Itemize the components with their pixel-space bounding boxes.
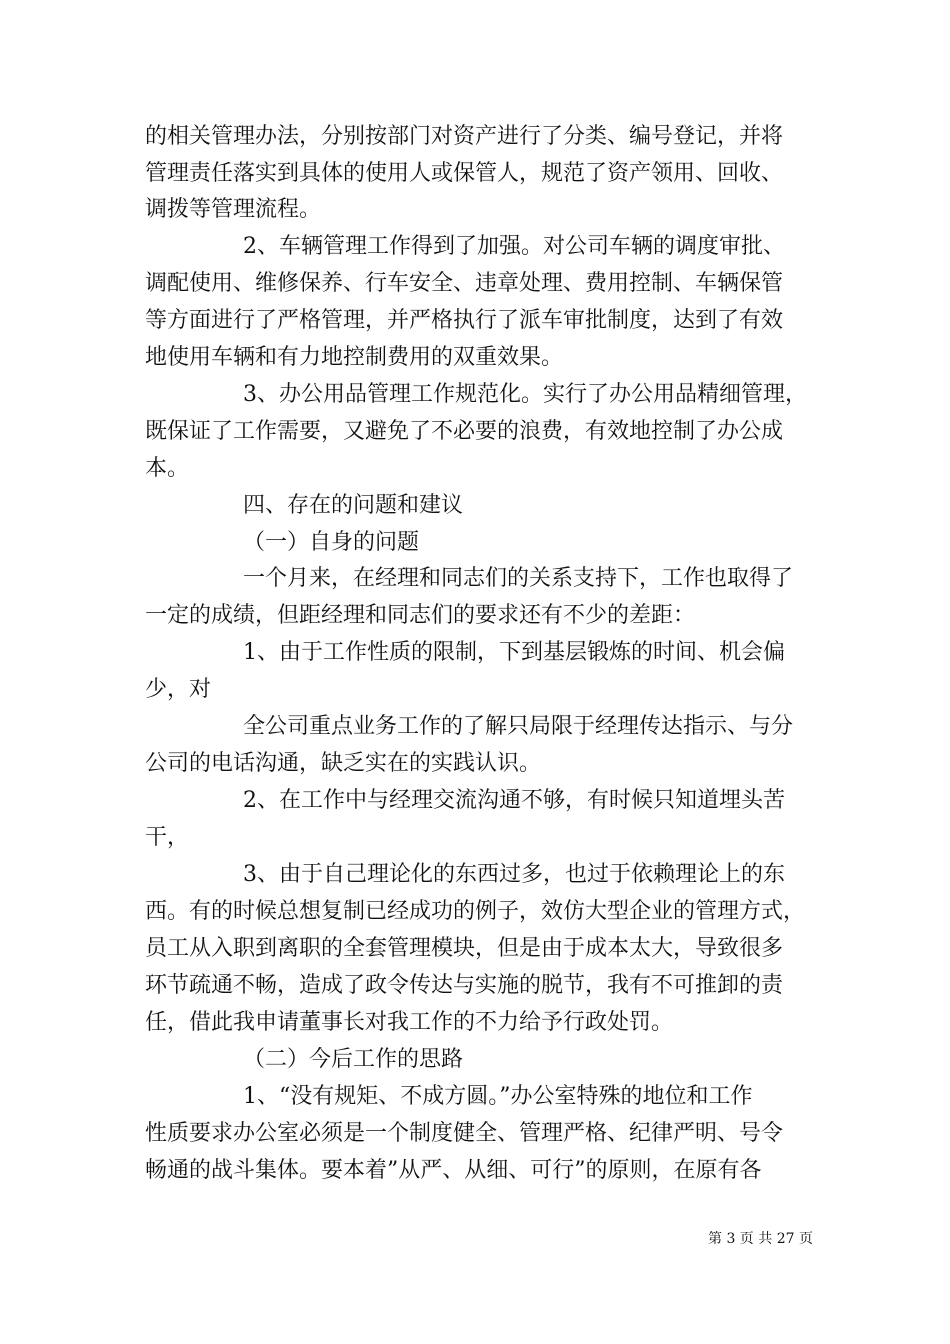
text-line: 等方面进行了严格管理，并严格执行了派车审批制度，达到了有效	[145, 308, 784, 333]
text-line: 一定的成绩，但距经理和同志们的要求还有不少的差距：	[145, 603, 696, 628]
text-line: 1、“没有规矩、不成方圆。”办公室特殊的地位和工作	[243, 1084, 753, 1109]
text-line: 既保证了工作需要，又避免了不必要的浪费，有效地控制了办公成	[145, 419, 784, 444]
text-line: 2、在工作中与经理交流沟通不够，有时候只知道埋头苦	[243, 788, 785, 813]
text-line: 2、车辆管理工作得到了加强。对公司车辆的调度审批、	[243, 234, 785, 259]
text-line: 调拨等管理流程。	[145, 197, 322, 222]
text-line: 全公司重点业务工作的了解只局限于经理传达指示、与分	[243, 714, 794, 739]
text-line: 任，借此我申请董事长对我工作的不力给予行政处罚。	[145, 1010, 674, 1035]
text-line: 干，	[145, 825, 190, 850]
text-line: 一个月来，在经理和同志们的关系支持下，工作也取得了	[243, 566, 794, 591]
text-line: 环节疏通不畅，造成了政令传达与实施的脱节，我有不可推卸的责	[145, 973, 784, 998]
text-line: 畅通的战斗集体。要本着”从严、从细、可行”的原则，在原有各	[145, 1158, 762, 1183]
text-line: 地使用车辆和有力地控制费用的双重效果。	[145, 345, 564, 370]
page-number-footer: 第 3 页 共 27 页	[708, 1231, 813, 1247]
subsection-heading: （二）今后工作的思路	[243, 1047, 464, 1072]
subsection-heading: （一）自身的问题	[243, 530, 420, 555]
text-line: 的相关管理办法，分别按部门对资产进行了分类、编号登记，并将	[145, 124, 784, 149]
text-line: 本。	[145, 456, 190, 481]
text-line: 性质要求办公室必须是一个制度健全、管理严格、纪律严明、号令	[145, 1121, 784, 1146]
text-line: 调配使用、维修保养、行车安全、违章处理、费用控制、车辆保管	[145, 271, 784, 296]
section-heading: 四、存在的问题和建议	[243, 493, 464, 518]
text-line: 3、办公用品管理工作规范化。实行了办公用品精细管理，	[243, 382, 807, 407]
text-line: 员工从入职到离职的全套管理模块，但是由于成本太大，导致很多	[145, 936, 784, 961]
text-line: 西。有的时候总想复制已经成功的例子，效仿大型企业的管理方式，	[145, 899, 806, 924]
text-line: 少，对	[145, 677, 212, 702]
text-line: 1、由于工作性质的限制，下到基层锻炼的时间、机会偏	[243, 640, 785, 665]
text-line: 3、由于自己理论化的东西过多，也过于依赖理论上的东	[243, 862, 785, 887]
text-line: 管理责任落实到具体的使用人或保管人，规范了资产领用、回收、	[145, 161, 784, 186]
text-line: 公司的电话沟通，缺乏实在的实践认识。	[145, 751, 542, 776]
